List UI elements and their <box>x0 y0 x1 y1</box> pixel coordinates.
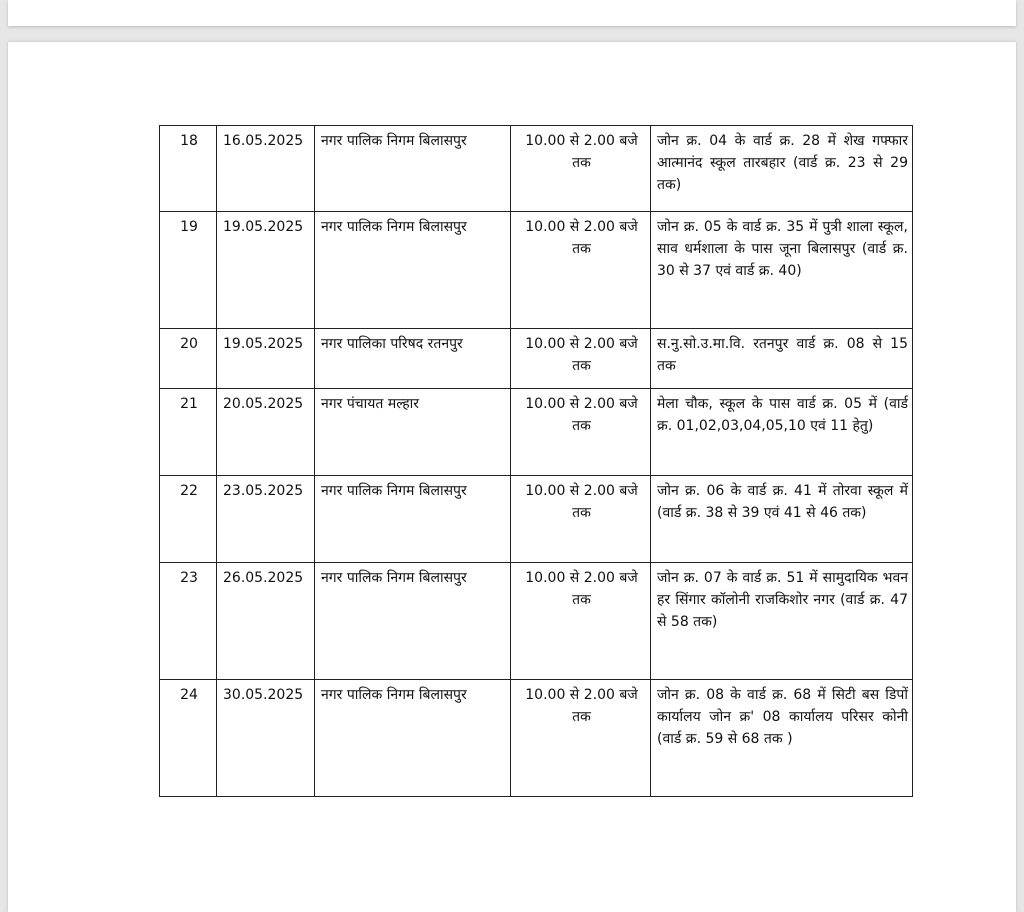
date-cell: 19.05.2025 <box>217 329 315 389</box>
serial-number-cell: 19 <box>160 212 217 329</box>
time-cell: 10.00 से 2.00 बजे तक <box>511 212 651 329</box>
camp-schedule-table <box>159 125 913 797</box>
date-cell: 20.05.2025 <box>217 389 315 476</box>
date-cell: 30.05.2025 <box>217 680 315 797</box>
venue-cell: जोन क्र. 05 के वार्ड क्र. 35 में पुत्री शाला स्कूल, साव धर्मशाला के पास जूना बिलासपुर (वार्ड क्र. 30 से 37 एवं वार्ड क्र. 40) <box>651 212 913 329</box>
local-body-cell: नगर पालिका परिषद रतनपुर <box>315 329 511 389</box>
table-row <box>160 212 913 329</box>
time-cell: 10.00 से 2.00 बजे तक <box>511 680 651 797</box>
venue-cell: जोन क्र. 06 के वार्ड क्र. 41 में तोरवा स्कूल में (वार्ड क्र. 38 से 39 एवं 41 से 46 तक) <box>651 476 913 563</box>
table-row <box>160 389 913 476</box>
venue-cell: जोन क्र. 04 के वार्ड क्र. 28 में शेख गफ्फार आत्मानंद स्कूल तारबहार (वार्ड क्र. 23 से 29 तक) <box>651 126 913 212</box>
date-cell: 23.05.2025 <box>217 476 315 563</box>
venue-cell: जोन क्र. 07 के वार्ड क्र. 51 में सामुदायिक भवन हर सिंगार कॉलोनी राजकिशोर नगर (वार्ड क्र. 47 से 58 तक) <box>651 563 913 680</box>
venue-cell: स.नु.सो.उ.मा.वि. रतनपुर वार्ड क्र. 08 से 15 तक <box>651 329 913 389</box>
time-cell: 10.00 से 2.00 बजे तक <box>511 126 651 212</box>
date-cell: 19.05.2025 <box>217 212 315 329</box>
local-body-cell: नगर पालिक निगम बिलासपुर <box>315 476 511 563</box>
date-cell: 26.05.2025 <box>217 563 315 680</box>
table-row <box>160 329 913 389</box>
local-body-cell: नगर पालिक निगम बिलासपुर <box>315 126 511 212</box>
time-cell: 10.00 से 2.00 बजे तक <box>511 476 651 563</box>
local-body-cell: नगर पंचायत मल्हार <box>315 389 511 476</box>
local-body-cell: नगर पालिक निगम बिलासपुर <box>315 563 511 680</box>
venue-cell: मेला चौक, स्कूल के पास वार्ड क्र. 05 में (वार्ड क्र. 01,02,03,04,05,10 एवं 11 हेतु) <box>651 389 913 476</box>
local-body-cell: नगर पालिक निगम बिलासपुर <box>315 680 511 797</box>
table-row <box>160 563 913 680</box>
table-row <box>160 476 913 563</box>
serial-number-cell: 21 <box>160 389 217 476</box>
time-cell: 10.00 से 2.00 बजे तक <box>511 563 651 680</box>
venue-cell: जोन क्र. 08 के वार्ड क्र. 68 में सिटी बस डिपों कार्यालय जोन क्र' 08 कार्यालय परिसर कोनी (वार्ड क्र. 59 से 68 तक ) <box>651 680 913 797</box>
date-cell: 16.05.2025 <box>217 126 315 212</box>
serial-number-cell: 20 <box>160 329 217 389</box>
table-row <box>160 680 913 797</box>
previous-page-edge <box>8 0 1016 26</box>
time-cell: 10.00 से 2.00 बजे तक <box>511 389 651 476</box>
local-body-cell: नगर पालिक निगम बिलासपुर <box>315 212 511 329</box>
serial-number-cell: 22 <box>160 476 217 563</box>
serial-number-cell: 18 <box>160 126 217 212</box>
document-page <box>8 42 1016 912</box>
serial-number-cell: 24 <box>160 680 217 797</box>
serial-number-cell: 23 <box>160 563 217 680</box>
table-row <box>160 126 913 212</box>
time-cell: 10.00 से 2.00 बजे तक <box>511 329 651 389</box>
